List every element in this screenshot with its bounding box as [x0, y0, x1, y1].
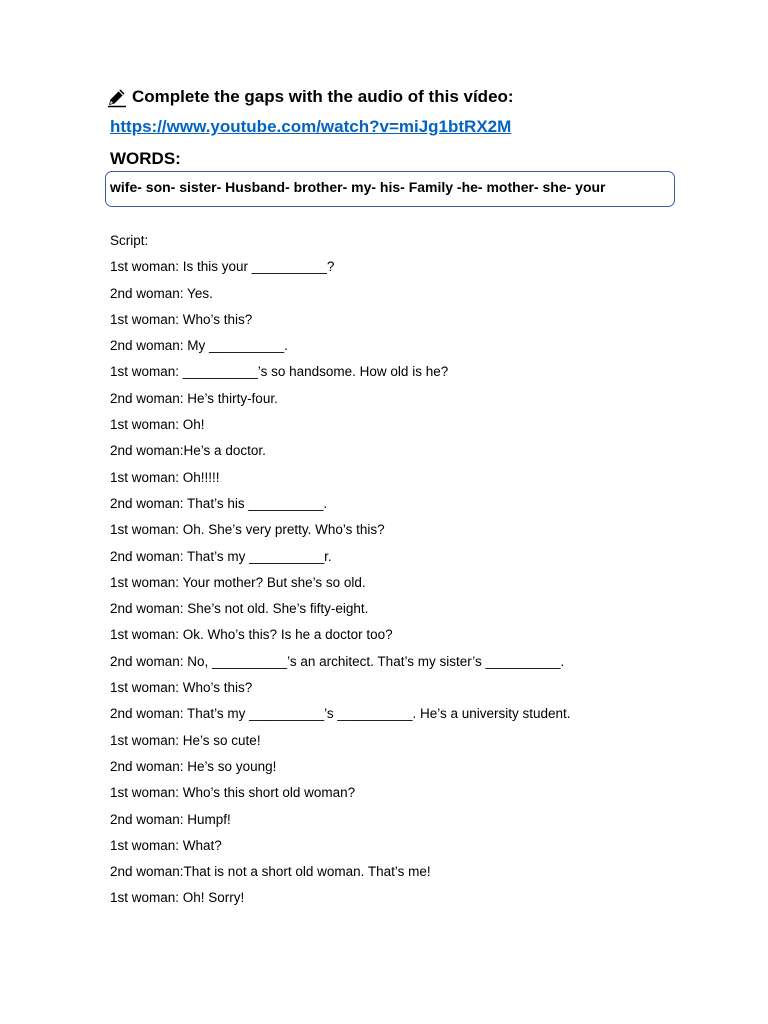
instruction-title: Complete the gaps with the audio of this vídeo: [132, 87, 514, 106]
script-section [110, 232, 571, 916]
script-line: Script: [110, 233, 149, 248]
script-line: 1st woman: Ok. Who’s this? Is he a doctor too? [110, 627, 393, 643]
word-bank-list: wife- son- sister- Husband- brother- my- his- Family -he- mother- she- your [110, 179, 606, 195]
script-line: 2nd woman: She’s not old. She’s fifty-eight. [110, 601, 369, 617]
script-line: 1st woman: Oh! [110, 417, 205, 433]
script-line: 1st woman: Your mother? But she’s so old. [110, 574, 366, 590]
script-line: 1st woman: What? [110, 837, 222, 853]
instruction-heading [106, 86, 514, 108]
script-line: 2nd woman:That is not a short old woman. That’s me! [110, 864, 431, 880]
script-line: 1st woman: Who’s this? [110, 680, 253, 696]
script-line: 1st woman: __________’s so handsome. How old is he? [110, 364, 449, 380]
video-link[interactable]: https://www.youtube.com/watch?v=miJg1btRX2M [110, 117, 512, 136]
script-line: 1st woman: Oh. She’s very pretty. Who’s this? [110, 522, 385, 538]
script-line: 2nd woman: Humpf! [110, 811, 231, 827]
script-line: 2nd woman: My __________. [110, 338, 288, 354]
word-bank-box [105, 171, 675, 207]
script-line: 2nd woman: He’s so young! [110, 758, 277, 774]
script-line: 1st woman: Oh! Sorry! [110, 890, 245, 906]
script-line: 2nd woman: That’s my __________’s __________. He’s a university student. [110, 706, 571, 722]
script-line: 2nd woman: No, __________’s an architect. That’s my sister’s __________. [110, 653, 565, 669]
script-line: 2nd woman: He’s thirty-four. [110, 390, 278, 406]
script-line: 2nd woman: That’s my __________r. [110, 548, 332, 564]
script-line: 2nd woman: Yes. [110, 285, 213, 301]
script-line: 1st woman: Who’s this short old woman? [110, 785, 356, 801]
pencil-icon [106, 86, 128, 108]
script-line: 2nd woman:He’s a doctor. [110, 443, 266, 459]
script-line: 1st woman: Oh!!!!! [110, 469, 220, 485]
script-line: 1st woman: He’s so cute! [110, 732, 261, 748]
script-line: 2nd woman: That’s his __________. [110, 495, 328, 511]
words-heading: WORDS: [110, 149, 181, 168]
script-line: 1st woman: Who’s this? [110, 311, 253, 327]
script-line: 1st woman: Is this your __________? [110, 259, 335, 275]
